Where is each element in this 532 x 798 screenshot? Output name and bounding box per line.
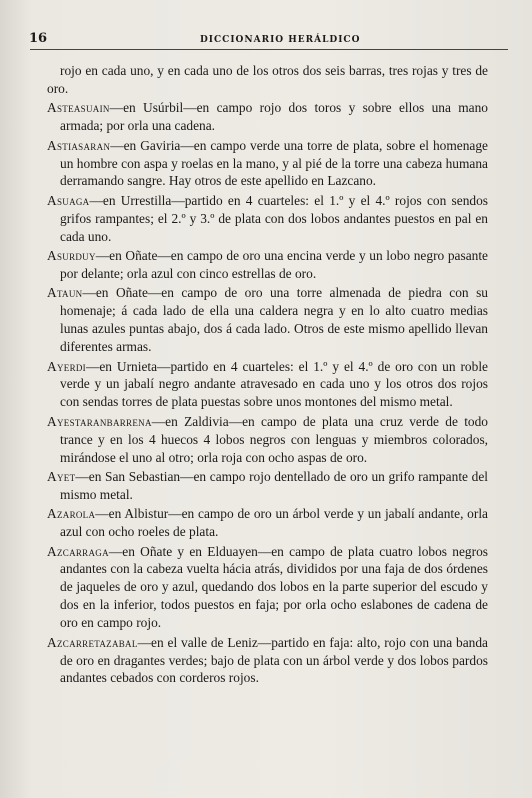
entry-surname: Azcarraga — [47, 543, 109, 559]
entry-surname: Asteasuain — [47, 100, 110, 116]
header-rule — [30, 49, 508, 50]
entry-ayestaranbarrena — [47, 413, 488, 467]
entry-text: —en San Sebastian—en campo rojo dentellado de oro un grifo rampante del mismo metal. — [60, 468, 488, 502]
entry-surname: Asurduy — [47, 248, 96, 264]
entry-surname: Ayestaranbarrena — [47, 413, 152, 429]
entry-asteasuain — [47, 99, 488, 135]
entry-surname: Ayet — [47, 468, 76, 484]
entry-azcarraga — [47, 543, 488, 633]
entry-text: —en Urnieta—partido en 4 cuarteles: el 1.º y el 4.º de oro con un roble verde y un jabalí negro andante atravesado en cada uno y los otros dos rojos con sendas torres de plata puestas sobre unos montones del mismo metal. — [60, 358, 488, 410]
entry-text: —en Gaviria—en campo verde una torre de plata, sobre el homenage un hombre con aspa y roelas en la mano, y al pié de la torre una cabeza humana derramando sangre. Hay otros de este apellido en Lazcano. — [60, 137, 488, 189]
entry-surname: Astiasaran — [47, 137, 111, 153]
entry-surname: Azcarretazabal — [47, 634, 138, 650]
entry-ayerdi — [47, 358, 488, 412]
entry-asuaga — [47, 192, 488, 246]
entry-surname: Asuaga — [47, 192, 90, 208]
page-number: 16 — [29, 31, 48, 46]
entry-ayet — [47, 468, 488, 504]
entry-surname: Ataun — [47, 285, 83, 301]
entry-text: —en Usúrbil—en campo rojo dos toros y sobre ellos una mano armada; por orla una cadena. — [60, 100, 488, 134]
entry-text: —en Albistur—en campo de oro un árbol verde y un jabalí andante, orla azul con ocho roeles de plata. — [60, 506, 488, 540]
entry-surname: Ayerdi — [47, 358, 86, 374]
entry-surname: Azarola — [47, 506, 96, 522]
entry-text: —en Zaldivia—en campo de plata una cruz verde de todo trance y en los 4 huecos 4 lobos negros con lenguas y miembros colorados, mirándose el uno al otro; orla roja con ocho aspas de oro. — [60, 413, 488, 465]
entry-azarola — [47, 505, 488, 541]
entry-text: —en Oñate—en campo de oro una torre almenada de piedra con su homenaje; á cada lado de ella una caldera negra y en lo alto cuatro medias lunas azules puntas abajo, dos á cada lado. Otros de este mismo apellido llevan diferentes armas. — [60, 285, 488, 355]
entry-asurduy — [47, 247, 488, 283]
entry-azcarretazabal — [47, 634, 488, 688]
entry-astiasaran — [47, 137, 488, 191]
entry-text: —en Oñate—en campo de oro una encina verde y un lobo negro pasante por delante; orla azul con cinco estrellas de oro. — [60, 248, 488, 281]
dictionary-body — [47, 62, 488, 689]
entry-text: —en Oñate y en Elduayen—en campo de plata cuatro lobos negros andantes con la cabeza vuelta hácia atrás, divididos por una faja de dos órdenes de jaqueles de oro y azul, quedando dos lobos en la parte superior del escudo y dos en la inferior, todos puestos en faja; por orla ocho eslabones de cadena de oro en campo rojo. — [60, 543, 488, 631]
continuation-paragraph: rojo en cada uno, y en cada uno de los otros dos seis barras, tres rojas y tres de oro. — [47, 63, 488, 96]
entry-text: —en Urrestilla—partido en 4 cuarteles: el 1.º y el 4.º rojos con sendos grifos rampantes; el 2.º y 3.º de plata con dos lobos andantes puestos en pal en cada uno. — [60, 192, 488, 244]
entry-text: —en el valle de Leniz—partido en faja: alto, rojo con una banda de oro en dragantes verdes; bajo de plata con un árbol verde y dos lobos pardos andantes cebados con corderos rojos. — [60, 634, 488, 686]
entry-ataun — [47, 284, 488, 356]
running-head: DICCIONARIO HERÁLDICO — [200, 35, 361, 45]
